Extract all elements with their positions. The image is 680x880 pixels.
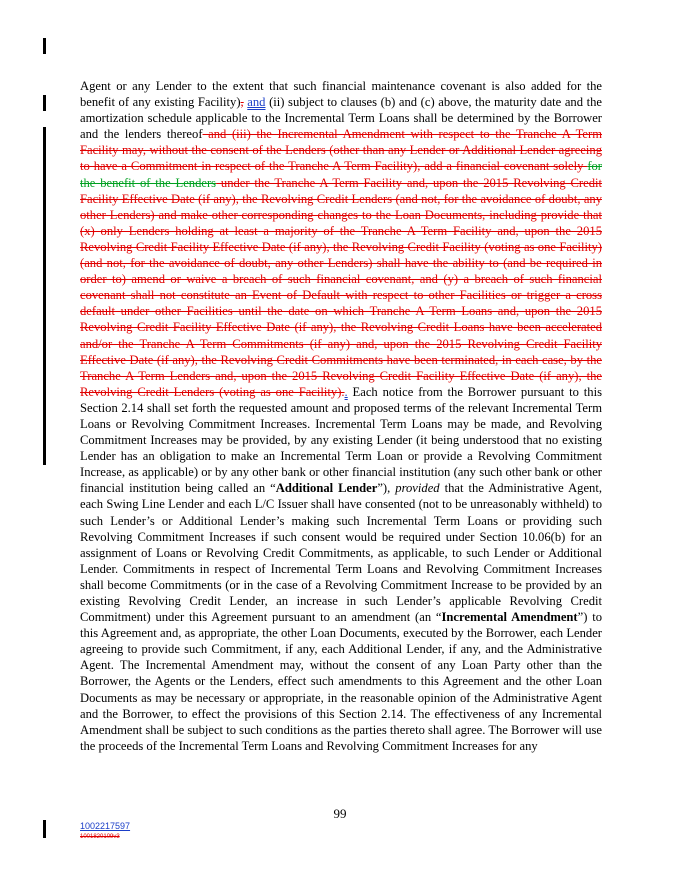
body-text-segment: Agent or any Lender to the extent that such financial maintenance covenant is also added for the benefit of any existing Facility): [80, 79, 602, 110]
change-bar-main: [43, 127, 46, 465]
body-text-segment: Each notice from the Borrower pursuant to this Section 2.14 shall set forth the requested amount and proposed terms of the relevant Incremental Term Loans or Revolving Commitment Increases. Incremental Term Loans may be made, and Revolving Commitment Increases may be provided, by any existing Lender (it being understood that no existing Lender has an obligation to make an Incremental Term Loan or provide a Revolving Commitment Increase, as applicable) or by any other bank or other financial institution (any such other bank or other financial institution being called an “: [80, 384, 602, 496]
document-id-deleted: 1001820109v3: [80, 834, 120, 840]
defined-term: Additional Lender: [275, 481, 378, 496]
moved-text: for the benefit of the Lenders: [80, 159, 602, 190]
deleted-text: ,: [240, 95, 244, 110]
body-text-segment: that the Administrative Agent, each Swing Line Lender and each L/C Issuer shall have consented (not to be unreasonably withheld) to such Lender’s or Additional Lender’s making such Incremental Term Loans or providing such Revolving Commitment Increases if such consent would be required under Section 10.06(b) for an assignment of Loans or Revolving Credit Commitments, as applicable, to such Lender or Additional Lender. Commitments in respect of Incremental Term Loans and Revolving Commitment Increases shall become Commitments (or in the case of a Revolving Commitment Increase to be provided by an existing Revolving Credit Lender, an increase in such Lender’s applicable Revolving Credit Commitment) under this Agreement pursuant to an amendment (an “: [80, 481, 603, 625]
emphasis-text: provided: [395, 481, 440, 496]
document-id[interactable]: 1002217597: [80, 821, 131, 831]
inserted-text: .: [344, 384, 348, 399]
body-text-segment: ”),: [377, 481, 396, 496]
change-bar-top: [43, 38, 46, 54]
page-number: 99: [333, 806, 347, 821]
body-text-segment: ”) to this Agreement and, as appropriate, the other Loan Documents, executed by the Borrower, each Lender agreeing to provide such Commitment, if any, each Additional Lender, if any, and the Administrative Agent. The Incremental Amendment may, without the consent of any Loan Party other than the Borrower, the Agents or the Lenders, effect such amendments to this Agreement and the other Loan Documents as may be necessary or appropriate, in the reasonable opinion of the Administrative Agent and the Borrower, to effect the provisions of this Section 2.14. The effectiveness of any Incremental Amendment shall be subject to such conditions as the parties thereto shall agree. The Borrower will use the proceeds of the Incremental Term Loans and Revolving Commitment Increases for any: [80, 610, 602, 753]
change-bar-footer: [43, 820, 46, 838]
change-bar-upper: [43, 95, 46, 111]
deleted-text: under the Tranche A Term Facility and, upon the 2015 Revolving Credit Facility Effective Date (if any), the Revolving Credit Lenders (and not, for the avoidance of doubt, any other Lenders) and make other corresponding changes to the Loan Documents, including provide that (x) only Lenders holding at least a majority of the Tranche A Term Facility and, upon the 2015 Revolving Credit Facility Effective Date (if any), the Revolving Credit Facility (voting as one Facility) (and not, for the avoidance of doubt, any other Lenders) shall have the ability to (and be required in order to) amend or waive a breach of such financial covenant, and (y) a breach of such financial covenant shall not constitute an Event of Default with respect to other Facilities or trigger a cross default under other Facilities until the date on which Tranche A Term Loans and, upon the 2015 Revolving Credit Facility Effective Date (if any), the Revolving Credit Loans have been accelerated and/or the Tranche A Term Commitments (if any) and, upon the 2015 Revolving Credit Facility Effective Date (if any), the Revolving Credit Commitments have been terminated, in each case, by the Tranche A Term Lenders and, upon the 2015 Revolving Credit Facility Effective Date (if any), the Revolving Credit Lenders (voting as one Facility).: [80, 175, 602, 399]
body-text-segment: (ii) subject to clauses (b) and (c) above, the maturity date and the amortization schedule applicable to the Incremental Term Loans shall be determined by the Borrower and the lenders thereof: [80, 95, 602, 142]
deleted-text: and (iii) the Incremental Amendment with respect to the Tranche A Term Facility may, without the consent of the Lenders (other than any Lender or Additional Lender agreeing to have a Commitment in respect of the Tranche A Term Facility), add a financial covenant solely: [80, 127, 602, 174]
body-paragraph: [80, 78, 602, 754]
inserted-text: and: [247, 95, 266, 110]
defined-term: Incremental Amendment: [441, 610, 578, 625]
